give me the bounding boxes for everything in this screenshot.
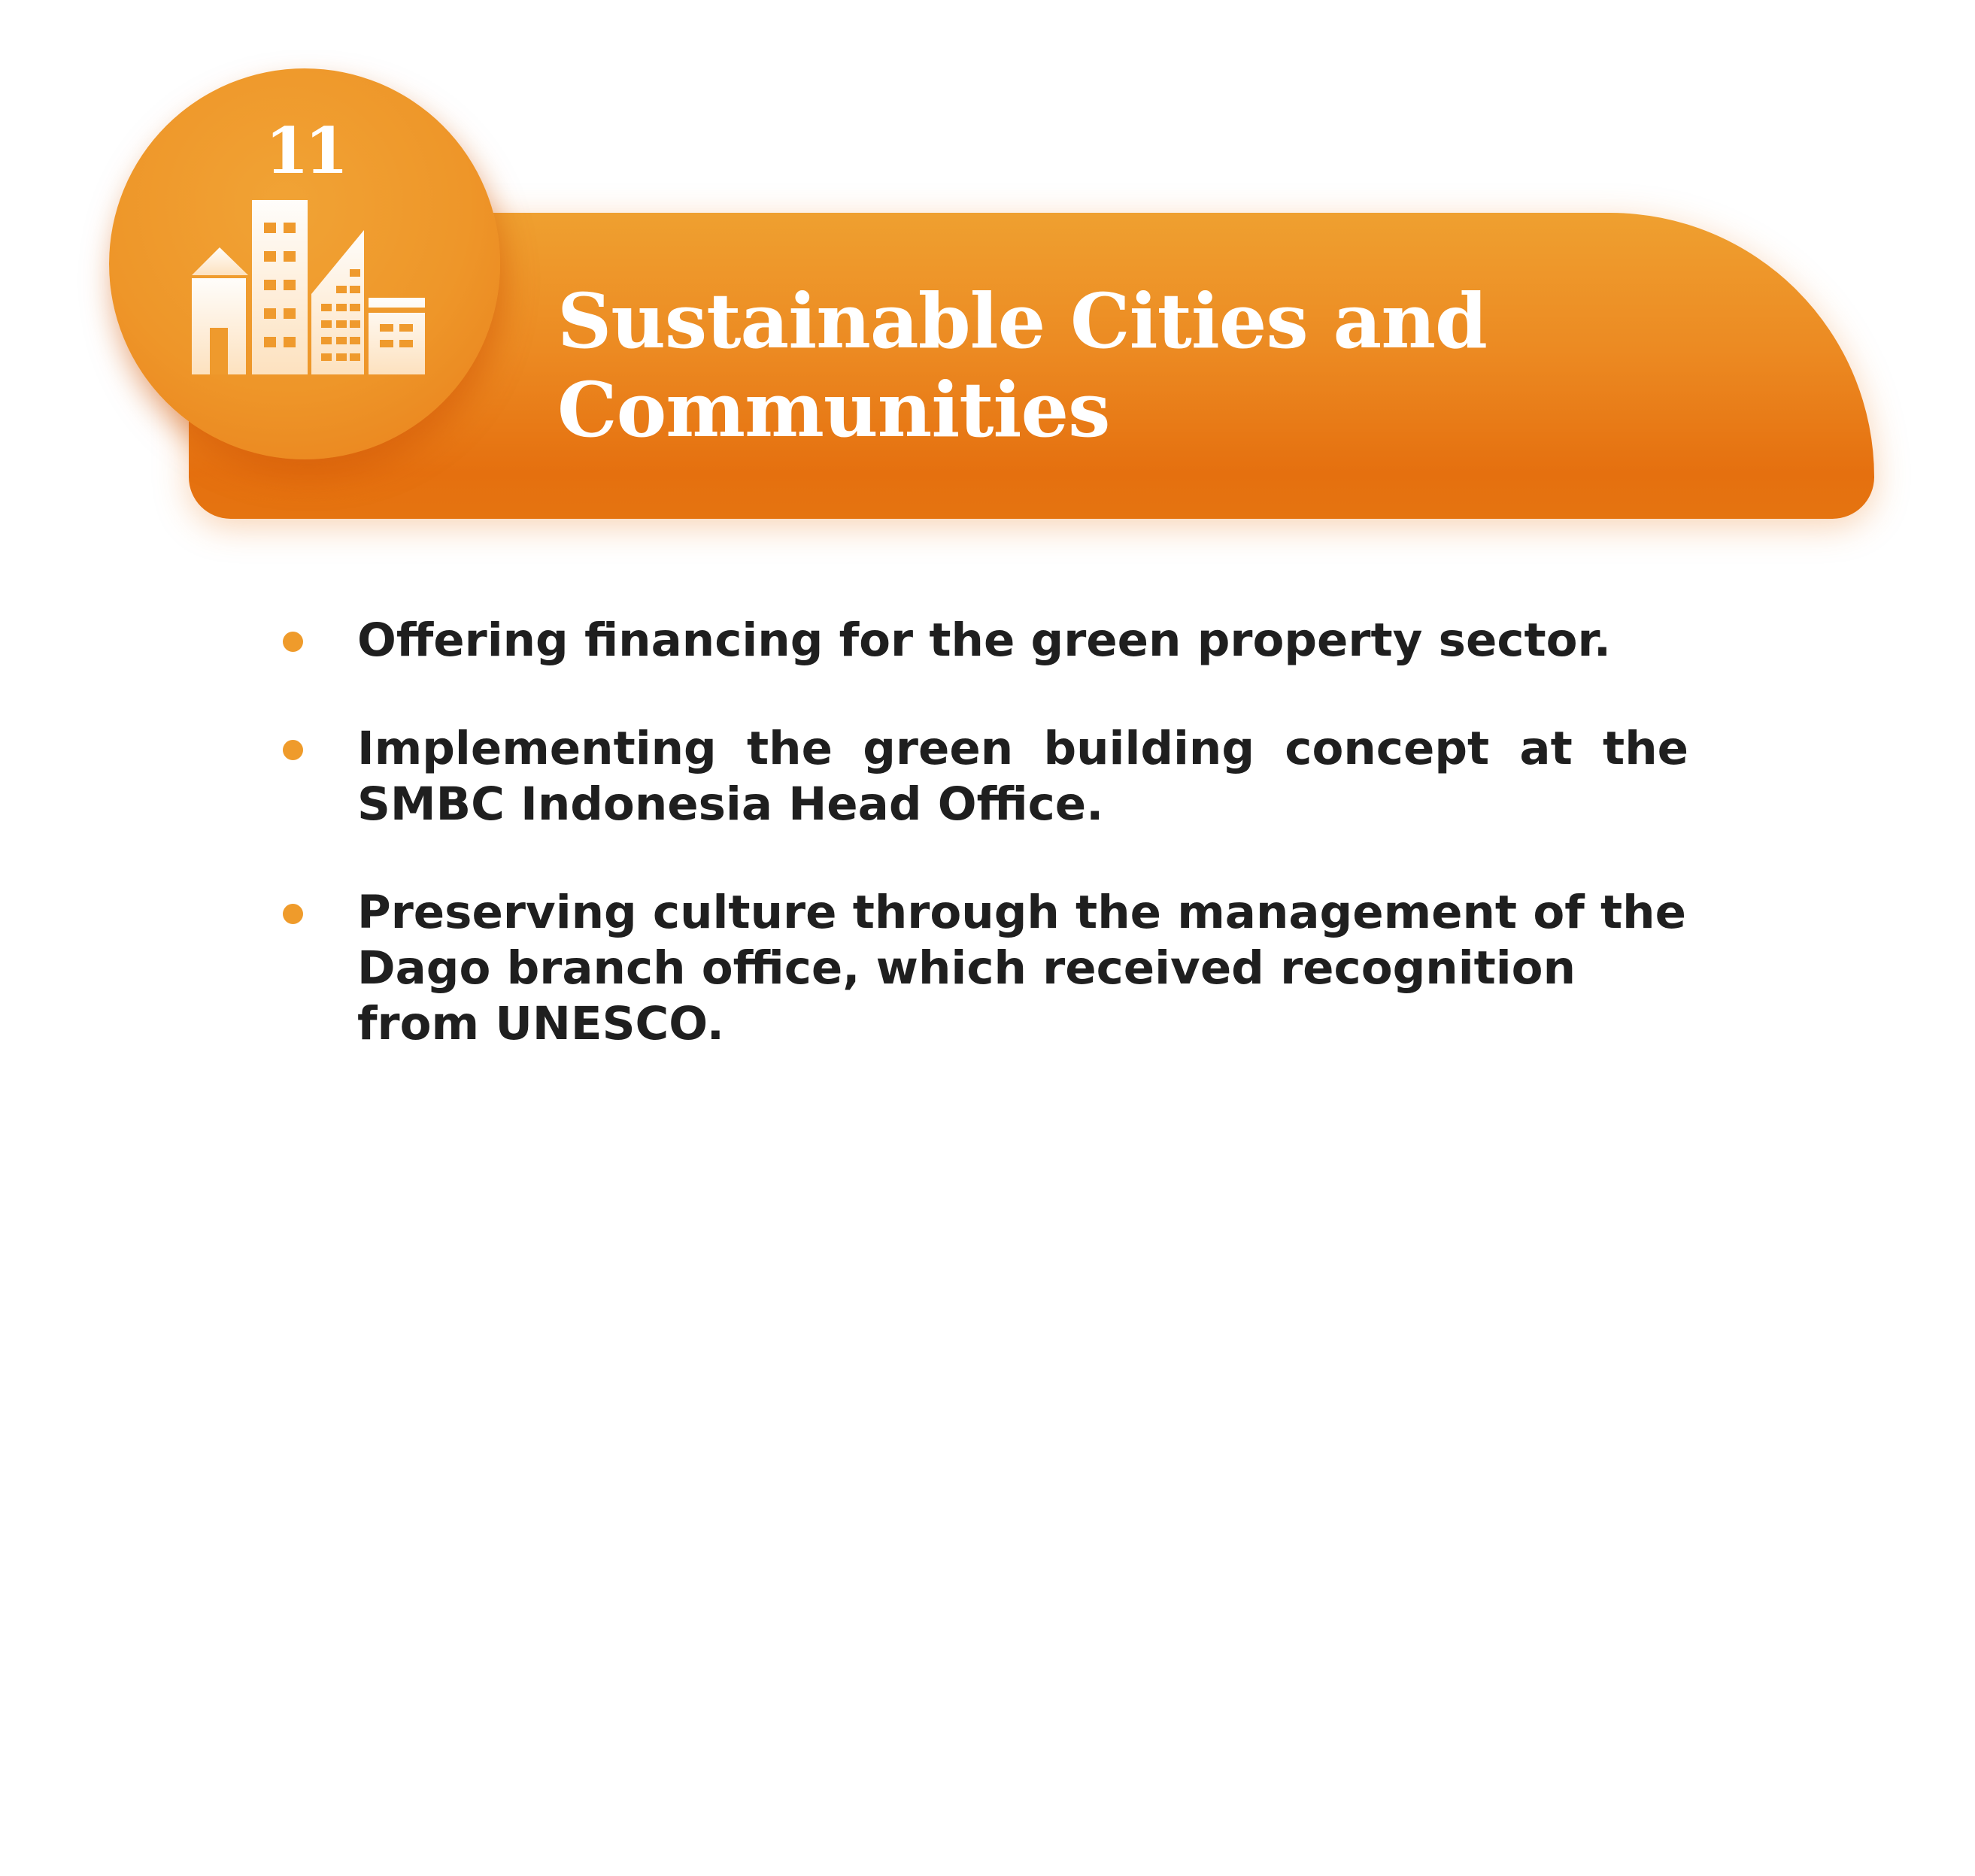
goal-badge bbox=[109, 68, 500, 459]
city-buildings-icon bbox=[192, 200, 425, 374]
goal-number: 11 bbox=[265, 114, 344, 188]
list-item-text: Offering financing for the green property sector. bbox=[357, 614, 1612, 667]
goal-title: Sustainable Cities and Communities bbox=[557, 277, 1487, 454]
bullet-dot bbox=[283, 740, 303, 760]
bullet-dot bbox=[283, 632, 303, 652]
bullet-dot bbox=[283, 904, 303, 924]
list-item-text: Implementing the green building concept at the SMBC Indonesia Head Office. bbox=[357, 722, 1688, 831]
list-item bbox=[282, 613, 1688, 668]
bullet-list bbox=[282, 613, 1688, 1105]
list-item bbox=[282, 721, 1688, 832]
list-item-text: Preserving culture through the management of the Dago branch office, which received recognition from UNESCO. bbox=[357, 886, 1686, 1050]
list-item bbox=[282, 885, 1688, 1052]
